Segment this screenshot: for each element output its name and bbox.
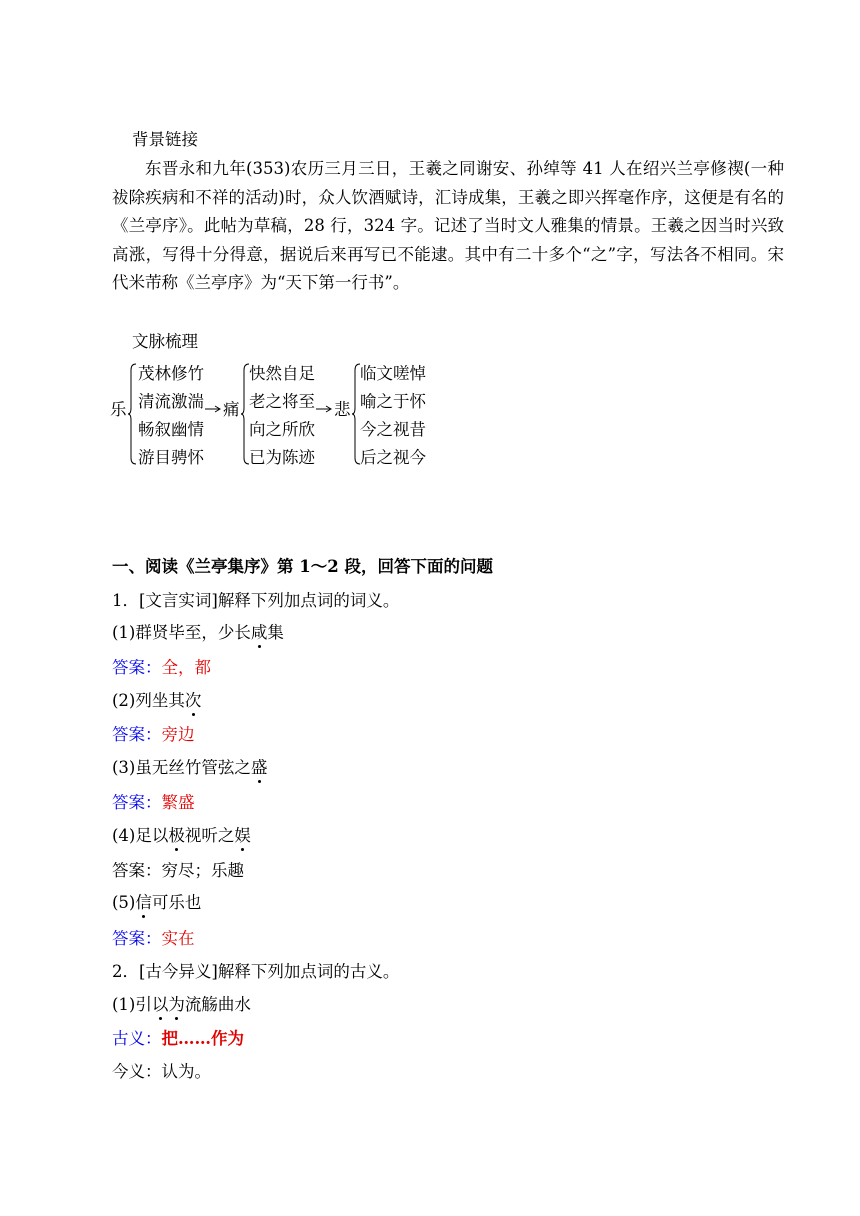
item-text: (3)虽无丝竹管弦之 [112, 758, 251, 777]
item-text: 集 [267, 623, 284, 642]
outline-item: 茂林修竹 [138, 364, 204, 383]
item-text: (4)足以 [112, 826, 169, 845]
answer-1 [112, 654, 211, 678]
outline-item: 喻之于怀 [360, 392, 426, 411]
question-1-item-2 [112, 687, 201, 711]
dotted-word: 为 [168, 991, 185, 1015]
dotted-word: 盛 [251, 754, 268, 778]
answer-2 [112, 721, 195, 745]
brace-icon [128, 362, 138, 466]
answer-label: 答案： [112, 861, 162, 880]
outline-diagram [110, 360, 450, 470]
item-text: (5) [112, 893, 136, 912]
outline-title: 文脉梳理 [132, 332, 198, 351]
question-1-item-3 [112, 754, 267, 778]
answer-4 [112, 857, 244, 881]
item-text: (2)列坐其 [112, 691, 185, 710]
dotted-word: 娱 [234, 822, 251, 846]
item-text: (1)引 [112, 995, 152, 1014]
question-1-item-1 [112, 619, 284, 643]
outline-item: 已为陈迹 [249, 448, 315, 467]
outline-item: 快然自足 [249, 364, 315, 383]
answer-value: 全，都 [161, 658, 211, 677]
answer-label: 古义： [112, 1029, 162, 1048]
outline-label-sorrow: 悲 [334, 400, 351, 419]
answer-value: 旁边 [161, 725, 195, 744]
answer-value: 实在 [161, 929, 195, 948]
background-title: 背景链接 [132, 130, 198, 149]
arrow-right-icon [205, 404, 223, 414]
outline-item: 向之所欣 [249, 420, 315, 439]
outline-item: 临文嗟悼 [360, 364, 426, 383]
answer-3 [112, 789, 195, 813]
question-2-item-1 [112, 991, 251, 1015]
ancient-meaning [112, 1025, 244, 1049]
answer-label: 答案： [112, 793, 162, 812]
outline-item: 老之将至 [249, 392, 315, 411]
item-text: 视听之 [184, 826, 235, 845]
dotted-word: 咸 [251, 619, 268, 643]
dotted-word: 以 [152, 991, 169, 1015]
outline-item: 游目骋怀 [138, 448, 204, 467]
outline-label-joy: 乐 [110, 400, 127, 419]
answer-label: 答案： [112, 658, 162, 677]
answer-value: 把……作为 [161, 1029, 244, 1048]
dotted-word: 极 [168, 822, 185, 846]
outline-item: 后之视今 [360, 448, 426, 467]
dotted-word: 次 [185, 687, 202, 711]
dotted-word: 信 [135, 889, 152, 913]
outline-item: 畅叙幽情 [138, 420, 204, 439]
question-2-title: 2．[古今异义]解释下列加点词的古义。 [112, 962, 400, 981]
answer-label: 答案： [112, 725, 162, 744]
outline-item: 清流激湍 [138, 392, 204, 411]
outline-item: 今之视昔 [360, 420, 426, 439]
question-1-item-4 [112, 822, 251, 846]
item-text: 流觞曲水 [184, 995, 251, 1014]
exercise-heading: 一、阅读《兰亭集序》第 1～2 段，回答下面的问题 [112, 557, 493, 576]
item-text: (1)群贤毕至，少长 [112, 623, 251, 642]
modern-meaning: 今义：认为。 [112, 1062, 211, 1081]
question-1-title: 1．[文言实词]解释下列加点词的词义。 [112, 591, 400, 610]
question-1-item-5 [112, 889, 201, 913]
outline-label-pain: 痛 [223, 400, 240, 419]
answer-value: 穷尽；乐趣 [161, 861, 244, 880]
background-paragraph: 东晋永和九年(353)农历三月三日，王羲之同谢安、孙绰等 41 人在绍兴兰亭修禊(一种祓除疾病和不祥的活动)时，众人饮酒赋诗，汇诗成集，王羲之即兴挥毫作序，这便是有名的《兰亭序》。此帖为草稿，28 行，324 字。记述了当时文人雅集的情景。王羲之因当时兴致高涨，写得十分得意，据说后来再写已不能逮。其中有二十多个“之”字，写法各不相同。宋代米芾称《兰亭序》为“天下第一行书”。 [112, 159, 784, 292]
answer-5 [112, 925, 195, 949]
arrow-right-icon [316, 404, 334, 414]
answer-label: 答案： [112, 929, 162, 948]
answer-value: 繁盛 [161, 793, 195, 812]
item-text: 可乐也 [151, 893, 202, 912]
